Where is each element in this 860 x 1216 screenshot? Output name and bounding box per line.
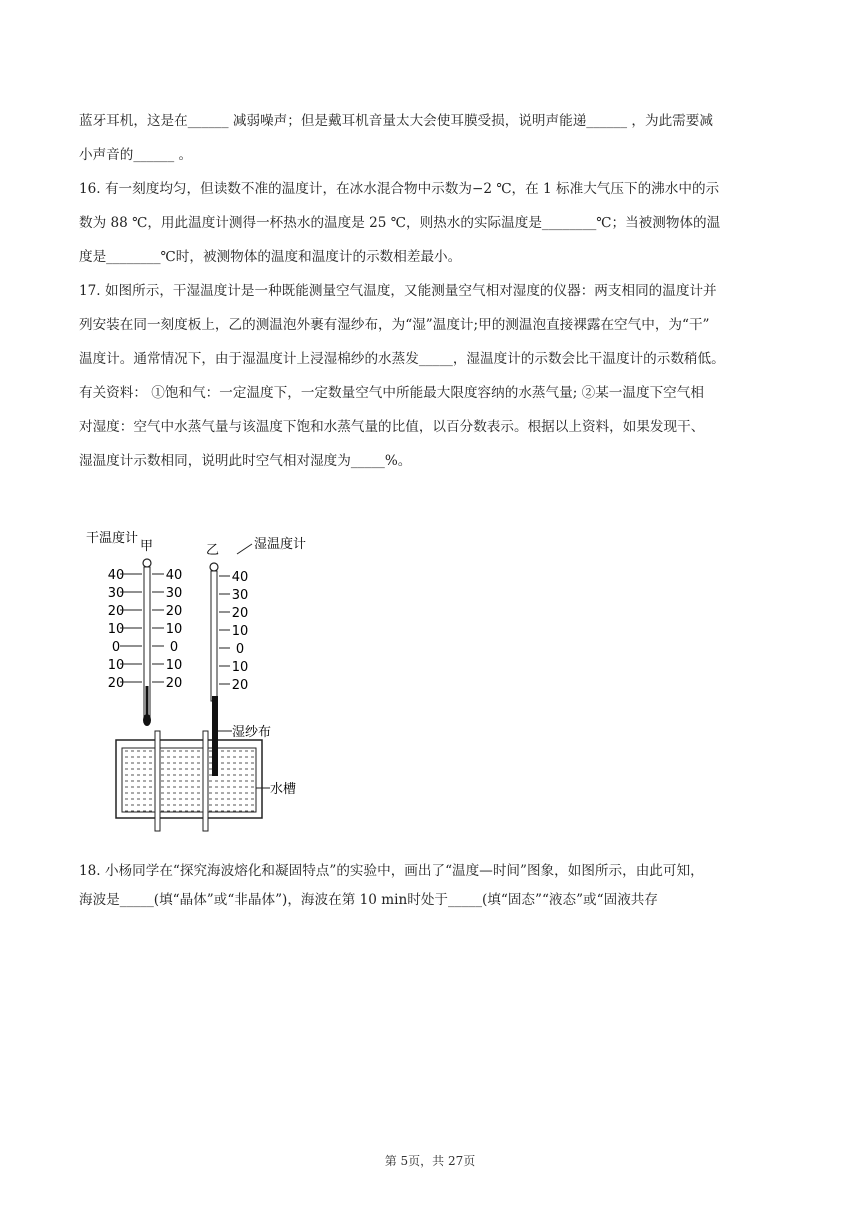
page-footer: 第 5页，共 27页 — [384, 1154, 476, 1168]
scale-tick-label: 30 — [165, 586, 183, 601]
wet-scale — [219, 570, 248, 693]
scale-tick-label: 10 — [165, 622, 183, 637]
jia-label: 甲 — [140, 539, 154, 554]
scale-tick-label: 30 — [107, 586, 125, 601]
q17-line-3: 温度计。通常情况下，由于湿温度计上浸湿棉纱的水蒸发_____，湿温度计的示数会比干温度计的示数稍低。 — [79, 351, 725, 367]
q15-line-2: 小声音的______ 。 — [79, 147, 193, 163]
q17-line-5: 对湿度：空气中水蒸气量与该温度下饱和水蒸气量的比值，以百分数表示。根据以上资料，如果发现干、 — [79, 419, 705, 435]
scale-tick-label: 40 — [165, 568, 183, 583]
scale-tick-label: 10 — [107, 658, 125, 673]
yi-label: 乙 — [206, 543, 220, 558]
q15-line-1: 蓝牙耳机，这是在______ 减弱噪声；但是戴耳机音量太大会使耳膜受损，说明声能递______ ，为此需要减 — [79, 113, 713, 129]
q16-line-1: 16. 有一刻度均匀，但读数不准的温度计，在冰水混合物中示数为−2 ℃，在 1 标准大气压下的沸水中的示 — [79, 181, 720, 197]
water-tank-label: 水槽 — [270, 782, 297, 797]
q17-line-6: 湿温度计示数相同，说明此时空气相对湿度为_____%。 — [79, 453, 412, 469]
scale-tick-label: 20 — [165, 676, 183, 691]
dry-scale — [108, 568, 142, 691]
q17-line-4: 有关资料： ①饱和气：一定温度下，一定数量空气中所能最大限度容纳的水蒸气量; ②某一温度下空气相 — [79, 385, 704, 401]
scale-tick-label: 20 — [107, 604, 125, 619]
q18-line-1: 18. 小杨同学在“探究海波熔化和凝固特点”的实验中，画出了“温度—时间”图象，如图所示，由此可知， — [79, 863, 704, 879]
scale-tick-label: 10 — [107, 622, 125, 637]
scale-tick-label: 40 — [107, 568, 125, 583]
q16-line-3: 度是________℃时，被测物体的温度和温度计的示数相差最小。 — [79, 249, 462, 265]
scale-tick-label: 0 — [235, 642, 245, 657]
q18-line-2: 海波是_____(填“晶体”或“非晶体”)，海波在第 10 min时处于_____(填“固态”“液态”或“固液共存 — [79, 892, 658, 908]
dry-wet-thermometer-figure — [82, 526, 322, 836]
scale-tick-label: 20 — [107, 676, 125, 691]
q17-line-1: 17. 如图所示，干湿温度计是一种既能测量空气温度，又能测量空气相对湿度的仪器：两支相同的温度计并 — [79, 283, 717, 299]
scale-tick-label: 0 — [111, 640, 121, 655]
scale-tick-label: 20 — [231, 678, 249, 693]
scale-tick-label: 0 — [169, 640, 179, 655]
wet-cloth-label: 湿纱布 — [232, 725, 272, 740]
scale-tick-label: 10 — [165, 658, 183, 673]
dry-thermometer-label: 干温度计 — [86, 531, 139, 546]
middle-scale — [152, 568, 182, 691]
scale-tick-label: 10 — [231, 660, 249, 675]
q16-line-2: 数为 88 ℃，用此温度计测得一杯热水的温度是 25 ℃，则热水的实际温度是________℃；当被测物体的温 — [79, 215, 721, 231]
scale-tick-label: 10 — [231, 624, 249, 639]
scale-tick-label: 20 — [231, 606, 249, 621]
scale-tick-label: 30 — [231, 588, 249, 603]
q17-line-2: 列安装在同一刻度板上，乙的测温泡外裹有湿纱布，为“湿”温度计;甲的测温泡直接裸露在空气中，为“干” — [79, 317, 710, 333]
scale-tick-label: 20 — [165, 604, 183, 619]
scale-tick-label: 40 — [231, 570, 249, 585]
wet-thermometer-label: 湿温度计 — [254, 537, 307, 552]
